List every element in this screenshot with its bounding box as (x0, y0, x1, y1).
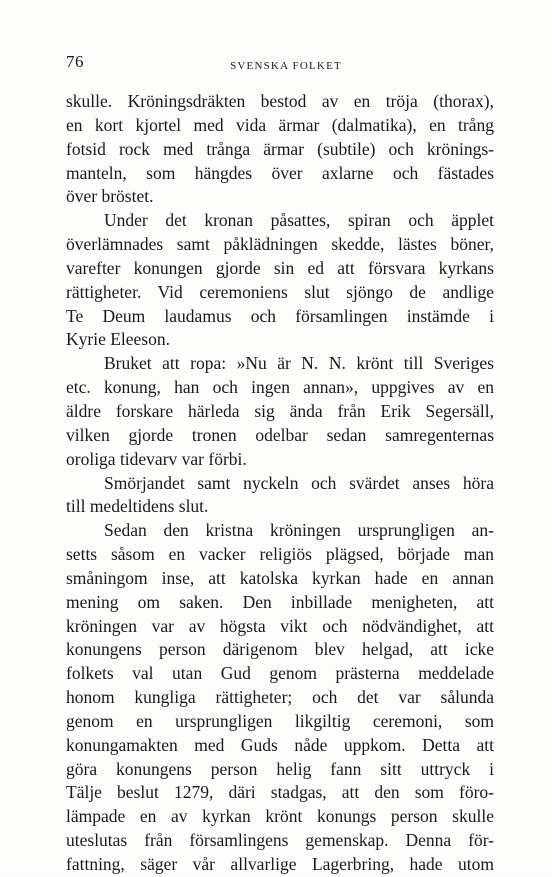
text-line: Sedan den kristna kröningen ursprungligen an- (104, 520, 494, 541)
text-line: oroliga tidevarv var förbi. (66, 448, 247, 469)
text-line: folkets val utan Gud genom prästerna meddelade (66, 663, 494, 684)
text-line: Te Deum laudamus och församlingen instämde i (66, 305, 494, 326)
text-line: honom kungliga rättigheter; och det var sålunda (66, 687, 494, 708)
running-head-text: SVENSKA FOLKET (230, 60, 342, 72)
text-line: manteln, som hängdes över axlarne och fästades (66, 162, 494, 183)
text-line: en kort kjortel med vida ärmar (dalmatika), en trång (66, 114, 494, 135)
text-line: konungens person därigenom blev helgad, att icke (66, 639, 494, 660)
text-line: Under det kronan påsattes, spiran och äpplet (104, 210, 494, 231)
running-head (0, 60, 552, 72)
text-line: uteslutas från församlingens gemenskap. Denna för- (66, 830, 494, 851)
text-line: Tälje beslut 1279, däri stadgas, att den som förо- (66, 782, 494, 803)
text-line: vilken gjorde tronen odelbar sedan samregenternas (66, 424, 494, 445)
text-line: Smörjandet samt nyckeln och svärdet anses höra (104, 472, 494, 493)
text-line: äldre forskare härleda sig ända från Erik Segersäll, (66, 400, 494, 421)
text-line: rättigheter. Vid ceremoniens slut sjöngo de andlige (66, 281, 494, 302)
text-line: kröningen var av högsta vikt och nödvändighet, att (66, 615, 494, 636)
text-line: mening om saken. Den inbillade menigheten, att (66, 591, 494, 612)
text-line: Kyrie Eleeson. (66, 329, 170, 350)
text-line: fotsid rock med trånga ärmar (subtile) och krönings- (66, 138, 494, 159)
body-text (66, 90, 494, 877)
text-line: skulle. Kröningsdräkten bestod av en tröja (thorax), (66, 91, 494, 111)
text-line: etc. konung, han och ingen annan», uppgives av en (66, 377, 494, 398)
text-line: göra konungens person helig fann sitt uttryck i (66, 758, 494, 779)
text-line: konungamakten med Guds nåde uppkom. Detta att (66, 734, 494, 755)
text-line: lämpade en av kyrkan krönt konungs person skulle (66, 806, 494, 827)
text-line: över bröstet. (66, 186, 154, 207)
text-line: varefter konungen gjorde sin ed att försvara kyrkans (66, 257, 494, 278)
text-line: småningom inse, att katolska kyrkan hade en annan (66, 567, 494, 588)
text-line: setts såsom en vacker religiös plägsed, började man (66, 544, 494, 565)
text-line: överlämnades samt påklädningen skedde, lästes böner, (66, 234, 494, 255)
text-line: fattning, säger vår allvarlige Lagerbring, hade utom (66, 854, 494, 874)
text-line: genom en ursprungligen likgiltig ceremoni, som (66, 710, 494, 731)
text-line: Bruket att ropa: »Nu är N. N. krönt till Sveriges (104, 353, 494, 374)
page-number: 76 (66, 52, 84, 71)
text-line: till medeltidens slut. (66, 496, 209, 517)
